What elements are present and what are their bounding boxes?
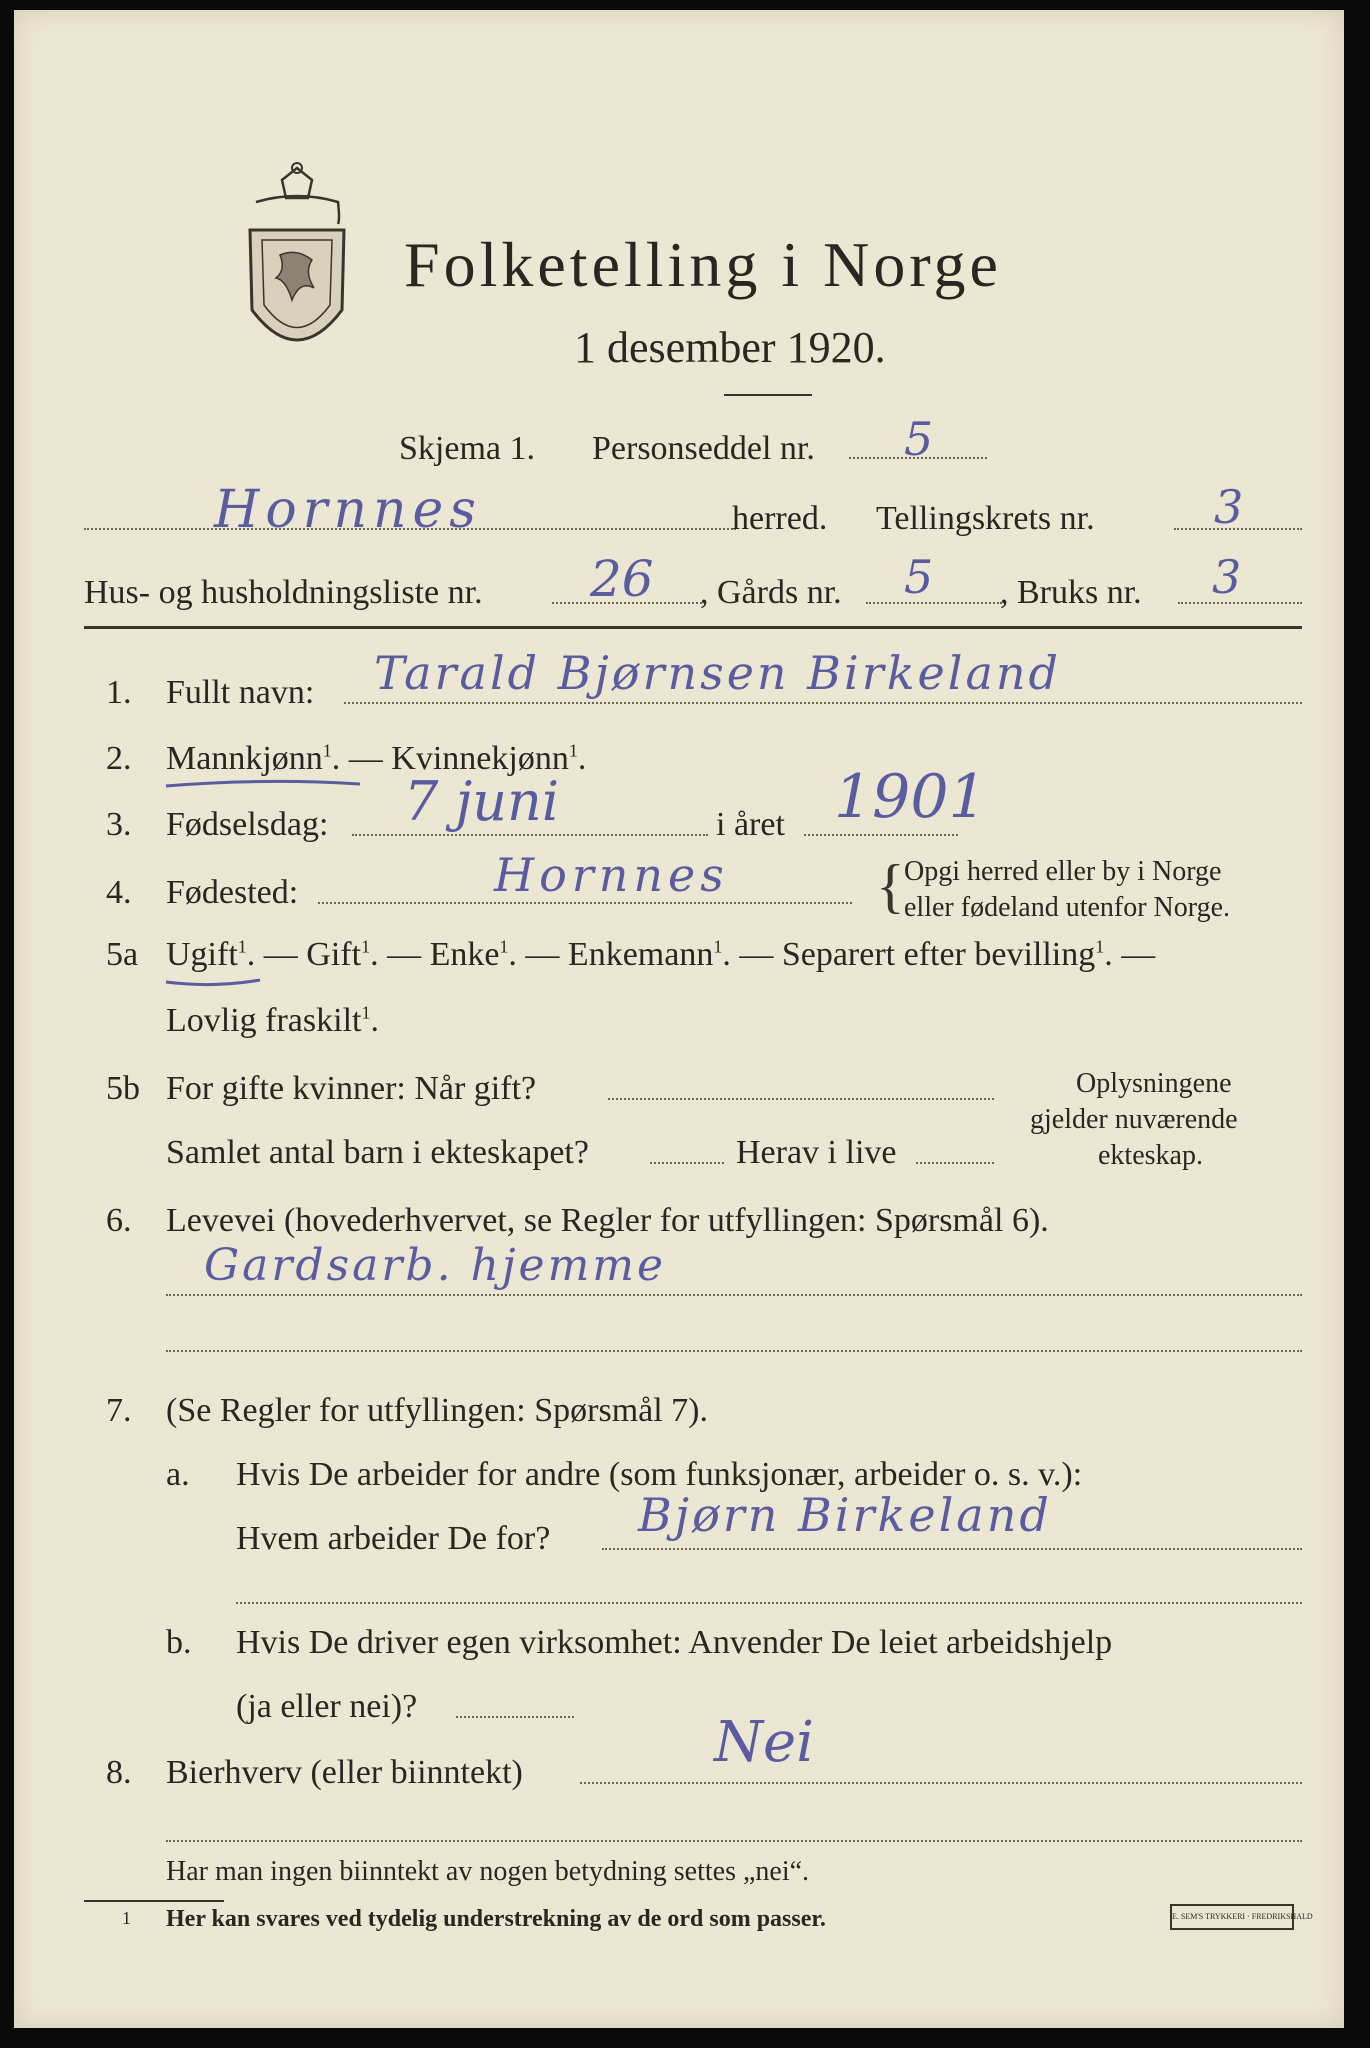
full-name-value: Tarald Bjørnsen Birkeland (374, 646, 1061, 700)
birthplace-field[interactable] (318, 902, 852, 904)
children-total-field[interactable] (650, 1162, 724, 1164)
option-enke[interactable]: Enke (429, 936, 500, 973)
q6-number: 6. (106, 1202, 132, 1239)
header-rule (84, 626, 1302, 629)
census-date: 1 desember 1920. (574, 323, 886, 372)
q7a-question: Hvem arbeider De for? (236, 1520, 551, 1557)
q7b-text: Hvis De driver egen virksomhet: Anvender De leiet arbeidshjelp (236, 1624, 1113, 1661)
personseddel-label: Personseddel nr. (592, 430, 815, 467)
employer-value: Bjørn Birkeland (638, 1488, 1052, 1542)
year-label: i året (716, 806, 785, 843)
q5a-options: Ugift$^1$. — Gift$^1$. — Enke$^1$. — Enkemann$^1$. — Separert efter bevilling$^1$. — (166, 936, 1156, 973)
occupation-field[interactable] (166, 1294, 1302, 1296)
employer-field[interactable] (602, 1548, 1302, 1550)
q1-label: Fullt navn: (166, 674, 315, 711)
q7a-letter: a. (166, 1456, 190, 1493)
q7a-text: Hvis De arbeider for andre (som funksjonær, arbeider o. s. v.): (236, 1456, 1083, 1493)
q2-options: Mannkjønn$^1$. — Kvinnekjønn$^1$. (166, 740, 587, 777)
q5a-number: 5a (106, 936, 139, 973)
option-gift[interactable]: Gift (306, 936, 362, 973)
gards-field[interactable] (866, 602, 1002, 604)
birthday-value: 7 juni (404, 770, 560, 833)
q5a-options-cont: Lovlig fraskilt$^1$. (166, 1002, 379, 1039)
gards-value: 5 (904, 550, 934, 604)
children-label: Samlet antal barn i ekteskapet? (166, 1134, 589, 1171)
q8-label: Bierhverv (eller biinntekt) (166, 1754, 523, 1791)
printer-stamp: E. SEM'S TRYKKERI · FREDRIKSHALD (1170, 1904, 1294, 1930)
form-title: Folketelling i Norge (404, 229, 1002, 300)
birthplace-note-1: Opgi herred eller by i Norge (904, 856, 1222, 887)
tellingskrets-value: 3 (1214, 480, 1244, 534)
marriage-note-1: Oplysningene (1076, 1068, 1232, 1099)
q5b-number: 5b (106, 1070, 140, 1107)
occupation-value: Gardsarb. hjemme (204, 1240, 667, 1291)
occupation-field-2[interactable] (166, 1350, 1302, 1352)
q1-number: 1. (106, 674, 132, 711)
marriage-note-2: gjelder nuværende (1030, 1104, 1238, 1135)
marriage-note-3: ekteskap. (1098, 1140, 1203, 1171)
q8-number: 8. (106, 1754, 132, 1791)
husholdningsliste-label: Hus- og husholdningsliste nr. (84, 574, 483, 611)
herred-label: herred. (732, 500, 828, 537)
side-income-field-2[interactable] (166, 1840, 1302, 1842)
q7-number: 7. (106, 1392, 132, 1429)
children-alive-field[interactable] (916, 1162, 994, 1164)
schema-label: Skjema 1. (399, 430, 535, 467)
option-kvinnekjonn[interactable]: Kvinnekjønn (391, 740, 569, 777)
birth-year-field[interactable] (804, 834, 958, 836)
birthday-field[interactable] (352, 834, 708, 836)
q4-number: 4. (106, 874, 132, 911)
mannkjonn-underline (164, 776, 364, 792)
option-lovlig-fraskilt[interactable]: Lovlig fraskilt (166, 1002, 362, 1039)
q3-label: Fødselsdag: (166, 806, 329, 843)
birthplace-value: Hornnes (494, 848, 729, 902)
note-brace: { (876, 853, 905, 919)
birth-year-value: 1901 (834, 762, 987, 832)
q6-label: Levevei (hovederhvervet, se Regler for utfyllingen: Spørsmål 6). (166, 1202, 1049, 1239)
title-divider (724, 394, 812, 396)
side-income-value: Nei (714, 1710, 815, 1775)
footnote-number: 1 (122, 1908, 131, 1928)
coat-of-arms-icon (242, 160, 352, 375)
q2-number: 2. (106, 740, 132, 777)
footnote-text: Her kan svares ved tydelig understrekning av de ord som passer. (166, 1906, 826, 1932)
hired-help-field[interactable] (456, 1716, 574, 1718)
bruks-value: 3 (1212, 550, 1242, 604)
married-when-field[interactable] (608, 1098, 994, 1100)
gards-label: , Gårds nr. (700, 574, 842, 611)
q3-number: 3. (106, 806, 132, 843)
footnote-rule (84, 1900, 224, 1902)
bruks-label: , Bruks nr. (1000, 574, 1142, 611)
full-name-field[interactable] (344, 702, 1302, 704)
option-mannkjonn[interactable]: Mannkjønn (166, 740, 323, 777)
q7b-question: (ja eller nei)? (236, 1688, 418, 1725)
herred-value: Hornnes (214, 480, 482, 540)
q7-label: (Se Regler for utfyllingen: Spørsmål 7). (166, 1392, 709, 1429)
husholdningsliste-value: 26 (590, 550, 654, 608)
ugift-underline (164, 976, 264, 990)
side-income-note: Har man ingen biinntekt av nogen betydning settes „nei“. (166, 1856, 810, 1887)
personseddel-value: 5 (904, 412, 934, 466)
tellingskrets-label: Tellingskrets nr. (876, 500, 1095, 537)
option-separert[interactable]: Separert efter bevilling (781, 936, 1096, 973)
q4-label: Fødested: (166, 874, 299, 911)
birthplace-note-2: eller fødeland utenfor Norge. (904, 892, 1231, 923)
census-form (14, 10, 1344, 2028)
q7b-letter: b. (166, 1624, 192, 1661)
employer-field-2[interactable] (236, 1602, 1302, 1604)
q5b-label: For gifte kvinner: Når gift? (166, 1070, 537, 1107)
alive-label: Herav i live (736, 1134, 897, 1171)
side-income-field[interactable] (580, 1782, 1302, 1784)
option-ugift[interactable]: Ugift (166, 936, 238, 973)
option-enkemann[interactable]: Enkemann (567, 936, 714, 973)
